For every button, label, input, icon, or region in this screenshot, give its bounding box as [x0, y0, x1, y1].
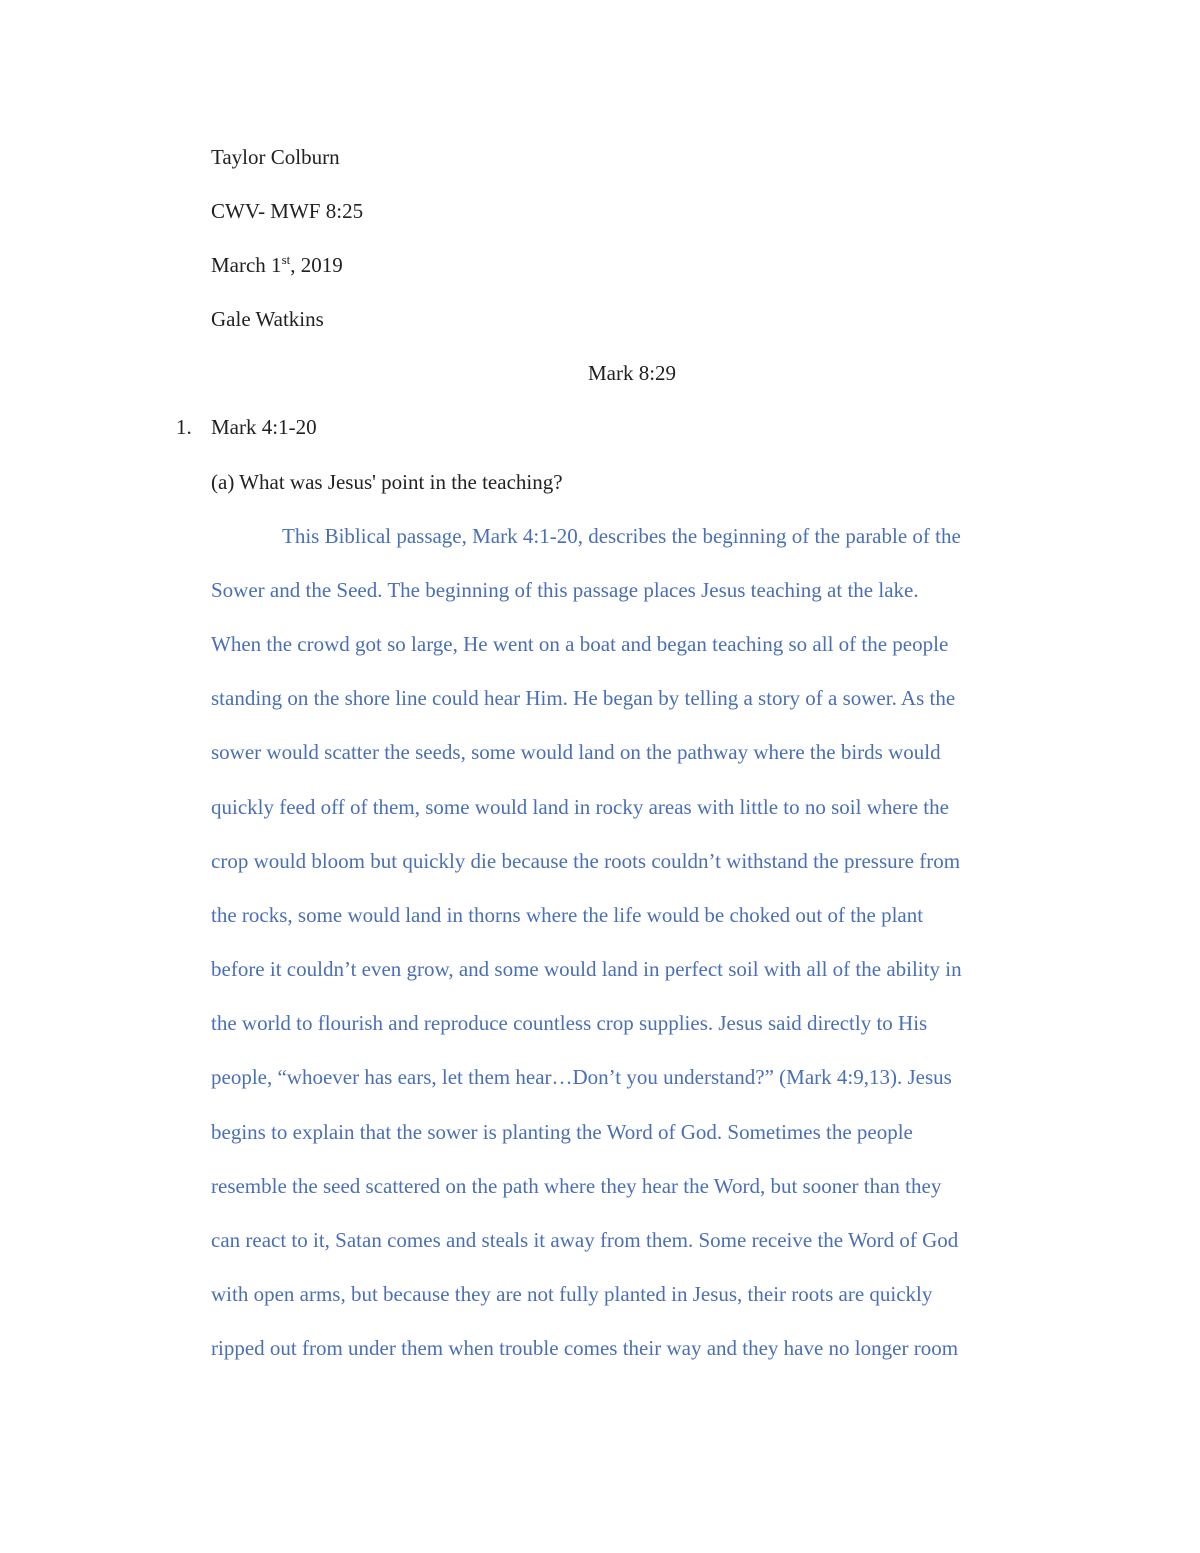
answer-line: When the crowd got so large, He went on a boat and began teaching so all of the people: [211, 632, 949, 656]
answer-line: resemble the seed scattered on the path where they hear the Word, but sooner than they: [211, 1174, 942, 1198]
answer-line: This Biblical passage, Mark 4:1-20, describes the beginning of the parable of the: [282, 524, 961, 548]
author-name: Taylor Colburn: [211, 145, 340, 169]
answer-line: the rocks, some would land in thorns where the life would be choked out of the plant: [211, 903, 924, 927]
answer-line: can react to it, Satan comes and steals it away from them. Some receive the Word of God: [211, 1228, 959, 1252]
question-text: (a) What was Jesus' point in the teaching?: [211, 470, 563, 494]
instructor-name: Gale Watkins: [211, 307, 324, 331]
answer-line: quickly feed off of them, some would land in rocky areas with little to no soil where the: [211, 795, 949, 819]
answer-line: standing on the shore line could hear Him. He began by telling a story of a sower. As the: [211, 686, 956, 710]
answer-line: crop would bloom but quickly die because the roots couldn’t withstand the pressure from: [211, 849, 961, 873]
submission-date: [211, 252, 343, 278]
answer-line: Sower and the Seed. The beginning of this passage places Jesus teaching at the lake.: [211, 578, 919, 602]
date-prefix: March 1: [211, 253, 282, 277]
answer-line: before it couldn’t even grow, and some would land in perfect soil with all of the ability in: [211, 957, 962, 981]
answer-line: sower would scatter the seeds, some would land on the pathway where the birds would: [211, 740, 941, 764]
answer-line: ripped out from under them when trouble comes their way and they have no longer room: [211, 1336, 959, 1360]
list-number: 1.: [176, 415, 192, 439]
answer-line: people, “whoever has ears, let them hear…Don’t you understand?” (Mark 4:9,13). Jesus: [211, 1065, 952, 1089]
list-item-reference: Mark 4:1-20: [211, 415, 317, 439]
answer-line: with open arms, but because they are not fully planted in Jesus, their roots are quickly: [211, 1282, 933, 1306]
answer-line: the world to flourish and reproduce countless crop supplies. Jesus said directly to His: [211, 1011, 928, 1035]
answer-line: begins to explain that the sower is planting the Word of God. Sometimes the people: [211, 1120, 913, 1144]
course-info: CWV- MWF 8:25: [211, 199, 364, 223]
date-ordinal: st: [281, 252, 291, 267]
date-suffix: , 2019: [290, 253, 343, 277]
document-title: Mark 8:29: [587, 361, 677, 385]
